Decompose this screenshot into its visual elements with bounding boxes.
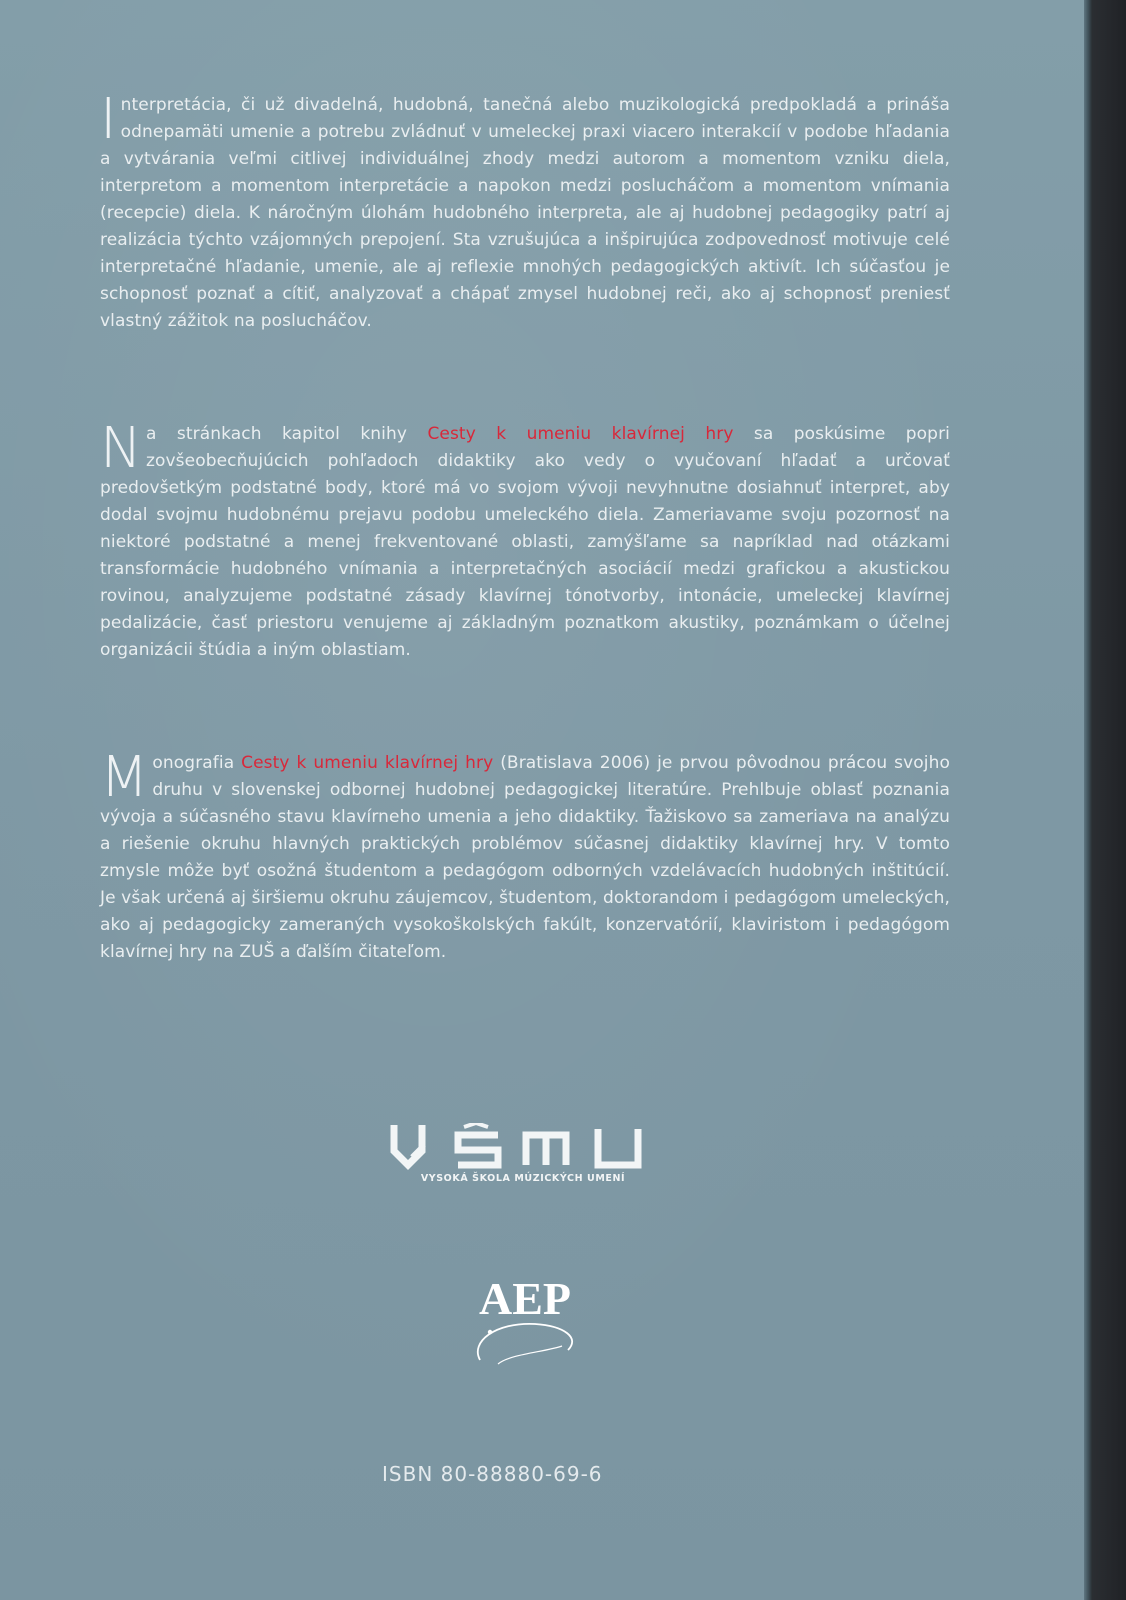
- paragraph-interpretation: [100, 87, 950, 335]
- paragraph-3-text-start: onografia: [152, 753, 242, 773]
- spine-edge: [1084, 0, 1092, 1600]
- vsmu-letter-s: [458, 1135, 498, 1165]
- book-title-highlight: Cesty k umeniu klavírnej hry: [241, 753, 494, 773]
- dropcap-i: I: [100, 87, 117, 152]
- book-spine: [1092, 0, 1126, 1600]
- paragraph-2-text-start: a stránkach kapitol knihy: [146, 424, 428, 444]
- vsmu-hacek: [464, 1123, 476, 1127]
- paragraph-2-text-end: sa poskúsime popri zovšeobecňujúcich pohľadoch didaktiky ako vedy o vyučovaní hľadať a určovať predovšetkým podstatné body, ktoré má vo svojom vývoji nevyhnutne dosiahnuť interpret, aby dodal svojmu hudobnému prejavu podobu umeleckého diela. Zameriavame svoju pozornosť na niektoré podstatné a menej frekventované oblasti, zamýšľame sa napríklad nad otázkami transformácie hudobného vnímania a interpretačných asociácií medzi grafickou a akustickou rovinou, analyzujeme podstatné zásady klavírnej tónotvorby, intonácie, umeleckej klavírnej pedalizácie, časť priestoru venujeme aj základným poznatkom akustiky, poznámkam o účelnej organizácii štúdia a iným oblastiam.: [100, 424, 950, 660]
- paragraph-monograph: [100, 745, 950, 966]
- dropcap-n: N: [100, 416, 142, 481]
- vsmu-logo: [388, 1123, 658, 1183]
- vsmu-letter-v: [394, 1125, 422, 1165]
- aep-wordmark: AEP: [479, 1273, 571, 1324]
- isbn: ISBN 80-88880-69-6: [382, 1462, 603, 1486]
- vsmu-subtitle: VYSOKÁ ŠKOLA MÚZICKÝCH UMENÍ: [420, 1173, 626, 1183]
- paragraph-3-text-end: (Bratislava 2006) je prvou pôvodnou prácou svojho druhu v slovenskej odbornej hudobnej pedagogickej literatúre. Prehlbuje oblasť poznania vývoja a súčasného stavu klavírneho umenia a jeho didaktiky. Ťažiskovo sa zameriava na analýzu a riešenie okruhu hlavných praktických problémov súčasnej didaktiky klavírnej hry. V tomto zmysle môže byť osožná študentom a pedagógom odborných vzdelávacích hudobných inštitúcií. Je však určená aj širšiemu okruhu záujemcov, študentom, doktorandom i pedagógom umeleckých, ako aj pedagogicky zameraných vysokoškolských fakúlt, konzervatórií, klaviristom i pedagógom klavírnej hry na ZUŠ a ďalším čitateľom.: [100, 753, 950, 962]
- paragraph-chapters: [100, 416, 950, 664]
- aep-logo: [440, 1262, 610, 1372]
- vsmu-letter-m: [526, 1135, 566, 1165]
- book-title-highlight: Cesty k umeniu klavírnej hry: [427, 424, 734, 444]
- vsmu-letter-u: [598, 1129, 638, 1165]
- paragraph-1-text: nterpretácia, či už divadelná, hudobná, tanečná alebo muzikologická predpokladá a prináša odnepamäti umenie a potrebu zvládnuť v umeleckej praxi viacero interakcií v podobe hľadania a vytvárania veľmi citlivej individuálnej zhody medzi autorom a momentom vzniku diela, interpretom a momentom interpretácie a napokon medzi poslucháčom a momentom vnímania (recepcie) diela. K náročným úlohám hudobného interpreta, ale aj hudobnej pedagogiky patrí aj realizácia týchto vzájomných prepojení. Sta vzrušujúca a inšpirujúca zodpovednosť motivuje celé interpretačné hľadanie, umenie, ale aj reflexie mnohých pedagogických aktivít. Ich súčasťou je schopnosť poznať a cítiť, analyzovať a chápať zmysel hudobnej reči, ako aj schopnosť preniesť vlastný zážitok na poslucháčov.: [100, 95, 950, 331]
- dropcap-m: M: [100, 745, 149, 810]
